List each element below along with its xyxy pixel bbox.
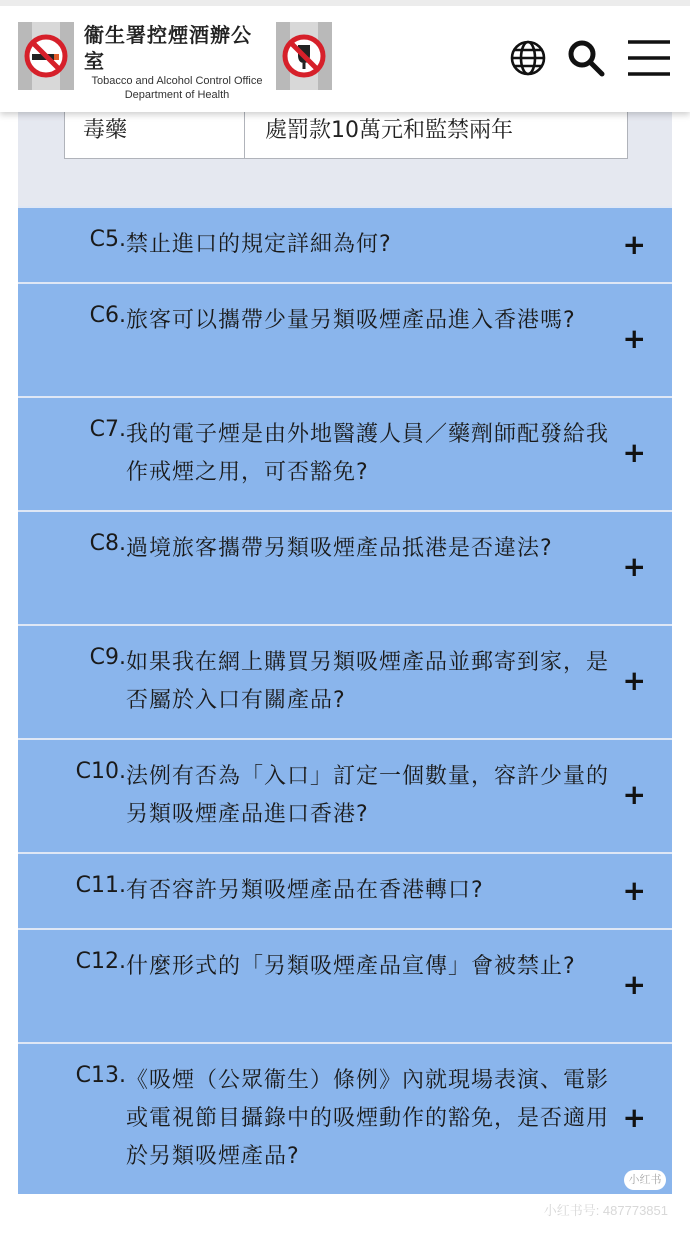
- watermark-badge: 小红书: [624, 1170, 666, 1190]
- faq-number: C13.: [75, 1063, 126, 1088]
- faq-number: C6.: [89, 303, 126, 328]
- expand-icon[interactable]: +: [622, 228, 646, 261]
- expand-icon[interactable]: +: [622, 1101, 646, 1134]
- table-cell-penalty: 處罰款10萬元和監禁兩年: [265, 118, 513, 143]
- site-header: [0, 0, 690, 112]
- faq-item-c6[interactable]: [18, 282, 672, 396]
- faq-question: 有否容許另類吸煙產品在香港轉口?: [126, 878, 484, 903]
- faq-question: 《吸煙（公眾衞生）條例》內就現場表演、電影或電視節目攝錄中的吸煙動作的豁免，是否適用於另類吸煙產品?: [126, 1068, 610, 1169]
- org-name-en-2: Department of Health: [124, 89, 230, 101]
- faq-item-c12[interactable]: [18, 928, 672, 1042]
- faq-item-c9[interactable]: [18, 624, 672, 738]
- faq-question: 旅客可以攜帶少量另類吸煙產品進入香港嗎?: [126, 308, 576, 333]
- expand-icon[interactable]: +: [622, 322, 646, 355]
- table-row: [64, 112, 628, 159]
- menu-icon[interactable]: [626, 38, 672, 78]
- no-alcohol-icon: [276, 22, 332, 90]
- faq-question: 如果我在網上購買另類吸煙產品並郵寄到家，是否屬於入口有關產品?: [126, 650, 610, 713]
- faq-question: 過境旅客攜帶另類吸煙產品抵港是否違法?: [126, 536, 553, 561]
- expand-icon[interactable]: +: [622, 550, 646, 583]
- faq-item-c11[interactable]: [18, 852, 672, 928]
- faq-item-c5[interactable]: [18, 206, 672, 282]
- watermark-text: 小红书号: 487773851: [543, 1203, 668, 1218]
- org-logo[interactable]: [84, 22, 270, 102]
- faq-question: 禁止進口的規定詳細為何?: [126, 232, 392, 257]
- faq-question: 我的電子煙是由外地醫護人員／藥劑師配發給我作戒煙之用，可否豁免?: [126, 422, 610, 485]
- faq-item-c8[interactable]: [18, 510, 672, 624]
- org-name-en-1: Tobacco and Alcohol Control Office: [91, 75, 263, 87]
- expand-icon[interactable]: +: [622, 874, 646, 907]
- faq-item-c10[interactable]: [18, 738, 672, 852]
- faq-item-c13[interactable]: [18, 1042, 672, 1194]
- faq-question: 法例有否為「入口」訂定一個數量，容許少量的另類吸煙產品進口香港?: [126, 764, 610, 827]
- expand-icon[interactable]: +: [622, 436, 646, 469]
- faq-number: C10.: [75, 759, 126, 784]
- org-name-cn: 衞生署控煙酒辦公室: [84, 23, 252, 73]
- search-icon[interactable]: [566, 38, 606, 78]
- expand-icon[interactable]: +: [622, 778, 646, 811]
- expand-icon[interactable]: +: [622, 968, 646, 1001]
- faq-question: 什麼形式的「另類吸煙產品宣傳」會被禁止?: [126, 954, 576, 979]
- faq-number: C7.: [89, 417, 126, 442]
- table-cell-item: 毒藥: [65, 112, 245, 158]
- expand-icon[interactable]: +: [622, 664, 646, 697]
- faq-list: [18, 206, 672, 1194]
- main-content: [18, 112, 672, 1194]
- faq-number: C9.: [89, 645, 126, 670]
- status-strip: [0, 0, 690, 6]
- globe-icon[interactable]: [508, 38, 548, 78]
- faq-number: C11.: [75, 873, 126, 898]
- no-smoking-icon: [18, 22, 74, 90]
- faq-number: C12.: [75, 949, 126, 974]
- faq-number: C8.: [89, 531, 126, 556]
- faq-item-c7[interactable]: [18, 396, 672, 510]
- faq-number: C5.: [89, 227, 126, 252]
